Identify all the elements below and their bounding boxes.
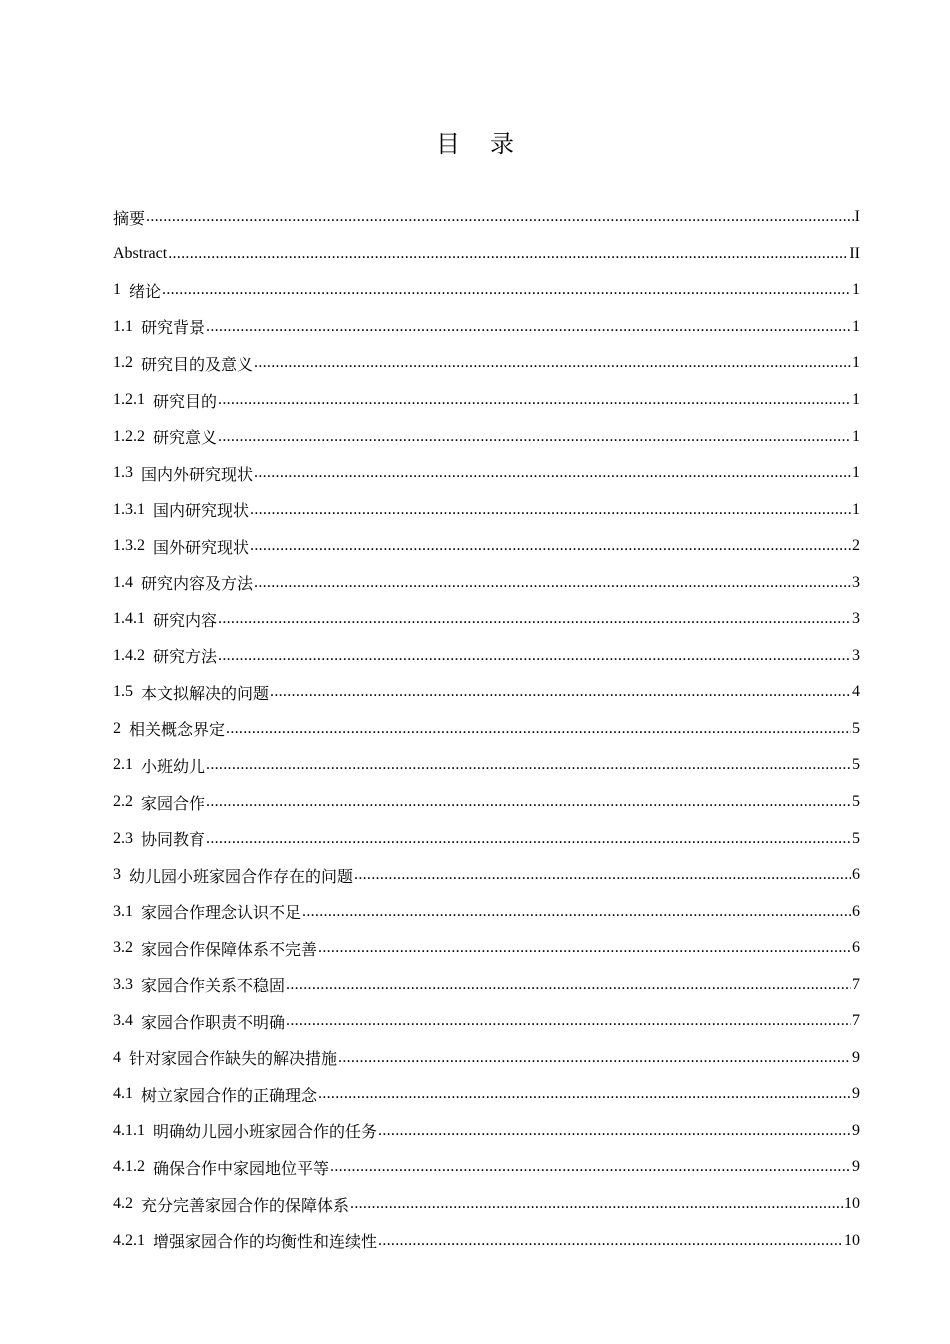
toc-entry[interactable] <box>113 345 860 382</box>
toc-entry[interactable] <box>113 1040 860 1077</box>
toc-entry-number: 3.2 <box>113 939 133 957</box>
toc-entry[interactable] <box>113 601 860 638</box>
toc-entry-number: 3.1 <box>113 902 133 920</box>
toc-entry[interactable] <box>113 1186 860 1223</box>
toc-entry-page-number: 3 <box>852 573 860 591</box>
toc-entry-title: 小班幼儿 <box>141 756 206 776</box>
toc-entry-page-number: 1 <box>852 427 860 445</box>
toc-entry-title: 明确幼儿园小班家园合作的任务 <box>153 1122 378 1142</box>
toc-entry-title: 研究内容及方法 <box>141 574 254 594</box>
toc-entry[interactable] <box>113 382 860 419</box>
title-char-1: 目 <box>436 130 460 158</box>
toc-entry-number: 1.4.2 <box>113 646 145 664</box>
toc-entry-number: 2.3 <box>113 829 133 847</box>
toc-dot-leader <box>350 1195 843 1213</box>
toc-entry-number: 1.3 <box>113 464 133 482</box>
toc-entry[interactable] <box>113 966 860 1003</box>
toc-dot-leader <box>218 610 851 628</box>
toc-dot-leader <box>330 1158 851 1176</box>
toc-entry-page-number: 1 <box>852 464 860 482</box>
title-char-2: 录 <box>490 130 514 158</box>
toc-entry[interactable] <box>113 418 860 455</box>
toc-entry-page-number: 1 <box>852 281 860 299</box>
toc-entry-number: 2 <box>113 719 121 737</box>
toc-entry-page-number: 7 <box>852 1012 860 1030</box>
toc-entry[interactable] <box>113 930 860 967</box>
toc-entry-page-number: 6 <box>852 939 860 957</box>
toc-entry-title: 树立家园合作的正确理念 <box>141 1085 318 1105</box>
toc-entry[interactable] <box>113 820 860 857</box>
toc-entry-title: 研究目的 <box>153 391 218 411</box>
toc-dot-leader <box>168 245 848 263</box>
toc-entry[interactable] <box>113 309 860 346</box>
toc-entry-number: 1.2.1 <box>113 391 145 408</box>
toc-entry[interactable] <box>113 784 860 821</box>
toc-dot-leader <box>206 756 851 774</box>
toc-dot-leader <box>378 1232 843 1250</box>
toc-entry-title: 研究目的及意义 <box>141 354 254 374</box>
toc-entry-page-number: 5 <box>852 719 860 737</box>
toc-entry[interactable] <box>113 638 860 675</box>
toc-entry-number: 2.2 <box>113 793 133 811</box>
toc-dot-leader <box>250 501 851 519</box>
toc-dot-leader <box>286 1012 851 1030</box>
toc-entry-number: 3 <box>113 866 121 884</box>
toc-entry-title: 确保合作中家园地位平等 <box>153 1158 330 1178</box>
toc-entry-title: 摘要 <box>113 208 146 228</box>
toc-entry-number: 1.4.1 <box>113 610 145 628</box>
toc-entry-title: 家园合作保障体系不完善 <box>141 939 318 959</box>
toc-entry-number: 1 <box>113 281 121 299</box>
toc-entry-page-number: 9 <box>852 1048 860 1066</box>
toc-entry-title: 研究内容 <box>153 610 218 630</box>
toc-entry[interactable] <box>113 1222 860 1259</box>
toc-entry-page-number: 5 <box>852 829 860 847</box>
toc-entry-number: 1.5 <box>113 683 133 701</box>
toc-entry[interactable] <box>113 747 860 784</box>
toc-dot-leader <box>206 793 851 811</box>
toc-entry[interactable] <box>113 893 860 930</box>
toc-entry-title: 绪论 <box>129 281 162 301</box>
toc-dot-leader <box>354 866 851 884</box>
toc-dot-leader <box>254 574 851 592</box>
toc-entry-number: 4.1.1 <box>113 1121 145 1139</box>
toc-entry-number: 1.4 <box>113 573 133 591</box>
toc-dot-leader <box>254 464 851 482</box>
toc-entry-title: 研究意义 <box>153 428 218 448</box>
toc-entry-title: 研究背景 <box>141 318 206 338</box>
toc-entry-page-number: 10 <box>844 1231 860 1249</box>
toc-entry-number: 4 <box>113 1048 121 1066</box>
toc-dot-leader <box>250 537 851 555</box>
toc-entry-page-number: I <box>854 208 860 226</box>
toc-entry-title: 国内研究现状 <box>153 501 250 521</box>
toc-entry-page-number: 2 <box>852 537 860 555</box>
toc-entry-number: 3.4 <box>113 1012 133 1030</box>
toc-entry[interactable] <box>113 528 860 565</box>
toc-dot-leader <box>318 939 851 957</box>
toc-entry-title: 针对家园合作缺失的解决措施 <box>129 1049 338 1069</box>
toc-entry-page-number: 3 <box>852 610 860 628</box>
table-of-contents <box>113 199 860 1259</box>
toc-dot-leader <box>162 281 851 299</box>
toc-entry[interactable] <box>113 564 860 601</box>
toc-entry-title: 家园合作理念认识不足 <box>141 903 302 923</box>
toc-entry-page-number: 1 <box>852 500 860 518</box>
page-title <box>0 124 950 159</box>
toc-entry-page-number: 9 <box>852 1158 860 1176</box>
toc-entry[interactable] <box>113 1149 860 1186</box>
toc-entry-number: 1.1 <box>113 317 133 335</box>
toc-entry-number: 4.2 <box>113 1195 133 1213</box>
toc-entry-title: Abstract <box>113 244 168 262</box>
toc-entry-page-number: 1 <box>852 317 860 335</box>
toc-entry-number: 1.2.2 <box>113 427 145 445</box>
toc-entry[interactable] <box>113 491 860 528</box>
toc-entry[interactable] <box>113 455 860 492</box>
toc-entry-title: 研究方法 <box>153 647 218 667</box>
toc-entry-title: 家园合作关系不稳固 <box>141 976 286 996</box>
toc-entry-number: 1.2 <box>113 354 133 372</box>
toc-entry-page-number: 1 <box>852 354 860 372</box>
toc-entry-page-number: 4 <box>852 683 860 701</box>
toc-entry-number: 4.2.1 <box>113 1231 145 1249</box>
toc-entry[interactable] <box>113 236 860 273</box>
toc-entry[interactable] <box>113 1113 860 1150</box>
toc-dot-leader <box>218 647 851 665</box>
toc-entry-title: 幼儿园小班家园合作存在的问题 <box>129 866 354 886</box>
toc-entry-title: 充分完善家园合作的保障体系 <box>141 1195 350 1215</box>
toc-entry-number: 4.1 <box>113 1085 133 1103</box>
toc-entry-page-number: 9 <box>852 1121 860 1139</box>
toc-entry-page-number: 6 <box>852 902 860 920</box>
toc-dot-leader <box>218 391 851 409</box>
toc-entry-number: 3.3 <box>113 975 133 993</box>
toc-dot-leader <box>254 354 851 372</box>
toc-entry-page-number: 5 <box>852 756 860 774</box>
toc-dot-leader <box>146 208 854 226</box>
toc-entry-title: 本文拟解决的问题 <box>141 683 270 703</box>
toc-entry[interactable] <box>113 711 860 748</box>
toc-entry-page-number: 1 <box>852 391 860 408</box>
toc-entry-number: 1.3.1 <box>113 500 145 518</box>
toc-entry-number: 2.1 <box>113 756 133 774</box>
toc-entry-page-number: 10 <box>844 1195 860 1213</box>
toc-entry-title: 国外研究现状 <box>153 537 250 557</box>
toc-entry-title: 相关概念界定 <box>129 720 226 740</box>
toc-dot-leader <box>270 683 851 701</box>
toc-entry-page-number: 6 <box>852 866 860 884</box>
toc-dot-leader <box>206 830 851 848</box>
toc-entry-title: 家园合作职责不明确 <box>141 1012 286 1032</box>
toc-dot-leader <box>206 318 851 336</box>
toc-entry-title: 家园合作 <box>141 793 206 813</box>
toc-dot-leader <box>226 720 851 738</box>
toc-entry-title: 国内外研究现状 <box>141 464 254 484</box>
toc-entry-page-number: 3 <box>852 646 860 664</box>
toc-dot-leader <box>318 1085 851 1103</box>
toc-entry[interactable] <box>113 1076 860 1113</box>
toc-entry-page-number: 9 <box>852 1085 860 1103</box>
toc-dot-leader <box>338 1049 851 1067</box>
toc-entry[interactable] <box>113 272 860 309</box>
toc-entry[interactable] <box>113 1003 860 1040</box>
toc-dot-leader <box>302 903 851 921</box>
toc-entry[interactable] <box>113 857 860 894</box>
toc-entry-page-number: 5 <box>852 793 860 811</box>
toc-entry-title: 增强家园合作的均衡性和连续性 <box>153 1232 378 1252</box>
toc-dot-leader <box>286 976 851 994</box>
toc-dot-leader <box>378 1122 851 1140</box>
toc-entry-number: 4.1.2 <box>113 1158 145 1176</box>
toc-entry-title: 协同教育 <box>141 830 206 850</box>
toc-entry[interactable] <box>113 674 860 711</box>
toc-entry-page-number: 7 <box>852 975 860 993</box>
toc-entry-page-number: II <box>849 244 860 262</box>
toc-dot-leader <box>218 428 851 446</box>
toc-entry[interactable] <box>113 199 860 236</box>
toc-entry-number: 1.3.2 <box>113 537 145 555</box>
